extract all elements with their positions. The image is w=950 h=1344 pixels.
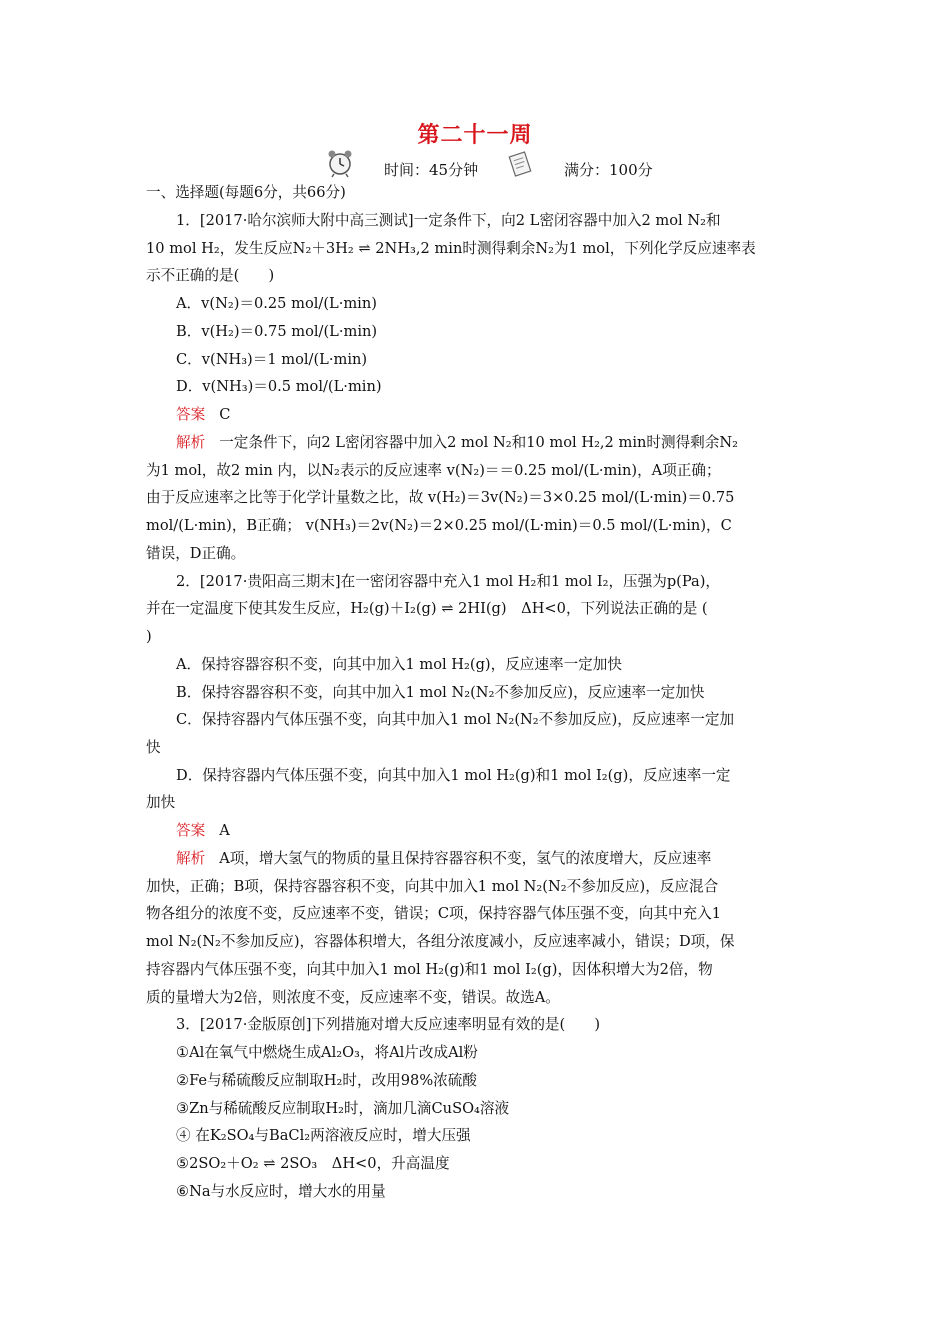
text-line — [146, 627, 152, 647]
text-line — [146, 516, 732, 536]
text-line — [176, 1182, 386, 1202]
text-line — [176, 655, 622, 675]
text-line — [146, 960, 713, 980]
text-line — [146, 877, 718, 897]
text-line — [176, 350, 367, 370]
line-text: 一定条件下，向2 L密闭容器中加入2 mol N₂和10 mol H₂,2 min时测得剩余N₂ — [219, 434, 738, 451]
text-line — [176, 1154, 450, 1174]
text-line — [146, 488, 734, 508]
explanation-line — [176, 849, 711, 869]
line-text: C．v(NH₃)＝1 mol/(L·min) — [176, 351, 368, 368]
text-line — [146, 988, 560, 1008]
text-line — [146, 599, 708, 619]
text-line — [176, 710, 734, 730]
line-text: 加快，正确；B项，保持容器容积不变，向其中加入1 mol N₂(N₂不参加反应)，反应混合 — [146, 878, 719, 895]
line-text: 质的量增大为2倍，则浓度不变，反应速率不变，错误。故选A。 — [146, 989, 560, 1006]
line-text: A．保持容器容积不变，向其中加入1 mol H₂(g)，反应速率一定加快 — [176, 656, 622, 673]
line-text: 3．[2017·金版原创]下列措施对增大反应速率明显有效的是( ) — [176, 1016, 601, 1033]
line-text: 持容器内气体压强不变，向其中加入1 mol H₂(g)和1 mol I₂(g)，因体积增大为2倍，物 — [146, 961, 713, 978]
line-text: 一、选择题(每题6分，共66分) — [146, 184, 346, 201]
line-text: 10 mol H₂，发生反应N₂＋3H₂ ⇌ 2NH₃,2 min时测得剩余N₂为1 mol，下列化学反应速率表 — [146, 240, 756, 257]
line-text: 加快 — [146, 794, 176, 811]
answer-label: 答案 — [176, 822, 206, 839]
explanation-line — [176, 433, 738, 453]
text-line — [146, 544, 245, 564]
text-line — [146, 239, 756, 259]
exam-meta — [326, 156, 686, 188]
text-line — [146, 932, 734, 952]
line-text: ) — [146, 628, 152, 645]
line-text: ⑥Na与水反应时，增大水的用量 — [176, 1183, 386, 1200]
answer-line — [176, 405, 230, 425]
answer-label: 答案 — [176, 406, 206, 423]
line-text: D．v(NH₃)＝0.5 mol/(L·min) — [176, 378, 382, 395]
line-text: 1．[2017·哈尔滨师大附中高三测试]一定条件下，向2 L密闭容器中加入2 mol N₂和 — [176, 212, 721, 229]
text-line — [176, 1099, 509, 1119]
exam-score: 满分：100分 — [564, 161, 653, 179]
test-paper-icon — [506, 150, 534, 178]
text-line — [176, 1071, 477, 1091]
line-text: A．v(N₂)＝0.25 mol/(L·min) — [176, 295, 377, 312]
line-text: 并在一定温度下使其发生反应，H₂(g)＋I₂(g) ⇌ 2HI(g) ΔH<0，下列说法正确的是 ( — [146, 600, 708, 617]
text-line — [176, 377, 382, 397]
line-text: ⑤2SO₂＋O₂ ⇌ 2SO₃ ΔH<0，升高温度 — [176, 1155, 450, 1172]
page-title: 第二十一周 — [417, 122, 533, 148]
alarm-clock-icon — [326, 148, 354, 178]
line-text: A项，增大氢气的物质的量且保持容器容积不变，氢气的浓度增大，反应速率 — [219, 850, 712, 867]
line-text: ②Fe与稀硫酸反应制取H₂时，改用98%浓硫酸 — [176, 1072, 477, 1089]
text-line — [176, 1015, 600, 1035]
line-text: ①Al在氧气中燃烧生成Al₂O₃，将Al片改成Al粉 — [176, 1044, 478, 1061]
answer-line — [176, 821, 230, 841]
line-text: 2．[2017·贵阳高三期末]在一密闭容器中充入1 mol H₂和1 mol I₂，压强为p(Pa)， — [176, 573, 721, 590]
line-text: C — [219, 406, 231, 423]
line-text: 快 — [146, 739, 161, 756]
text-line — [176, 211, 721, 231]
line-text: mol/(L·min)，B正确； v(NH₃)＝2v(N₂)＝2×0.25 mol/(L·min)＝0.5 mol/(L·min)，C — [146, 517, 732, 534]
text-line — [146, 793, 175, 813]
line-text: B．v(H₂)＝0.75 mol/(L·min) — [176, 323, 378, 340]
text-line — [176, 322, 377, 342]
line-text: 物各组分的浓度不变，反应速率不变，错误；C项，保持容器气体压强不变，向其中充入1 — [146, 905, 722, 922]
line-text: B．保持容器容积不变，向其中加入1 mol N₂(N₂不参加反应)，反应速率一定加快 — [176, 684, 705, 701]
text-line — [146, 904, 721, 924]
answer-label: 解析 — [176, 434, 206, 451]
text-line — [176, 683, 704, 703]
text-line — [176, 766, 731, 786]
text-line — [146, 461, 721, 481]
text-line — [146, 738, 161, 758]
text-line — [146, 183, 346, 203]
line-text: A — [219, 822, 230, 839]
line-text: C．保持容器内气体压强不变，向其中加入1 mol N₂(N₂不参加反应)，反应速率一定加 — [176, 711, 735, 728]
exam-time: 时间：45分钟 — [384, 161, 479, 179]
line-text: 示不正确的是( ) — [146, 267, 275, 284]
text-line — [176, 294, 377, 314]
line-text: ③Zn与稀硫酸反应制取H₂时，滴加几滴CuSO₄溶液 — [176, 1100, 510, 1117]
line-text: 由于反应速率之比等于化学计量数之比，故 v(H₂)＝3v(N₂)＝3×0.25 mol/(L·min)＝0.75 — [146, 489, 735, 506]
text-line — [176, 1126, 471, 1146]
line-text: D．保持容器内气体压强不变，向其中加入1 mol H₂(g)和1 mol I₂(g)，反应速率一定 — [176, 767, 731, 784]
text-line — [176, 572, 720, 592]
text-line — [146, 266, 274, 286]
line-text: 为1 mol，故2 min 内，以N₂表示的反应速率 v(N₂)＝＝0.25 mol/(L·min)，A项正确； — [146, 462, 721, 479]
line-text: ④ 在K₂SO₄与BaCl₂两溶液反应时，增大压强 — [176, 1127, 471, 1144]
line-text: mol N₂(N₂不参加反应)，容器体积增大，各组分浓度减小，反应速率减小，错误；D项，保 — [146, 933, 735, 950]
answer-label: 解析 — [176, 850, 206, 867]
text-line — [176, 1043, 478, 1063]
line-text: 错误，D正确。 — [146, 545, 246, 562]
